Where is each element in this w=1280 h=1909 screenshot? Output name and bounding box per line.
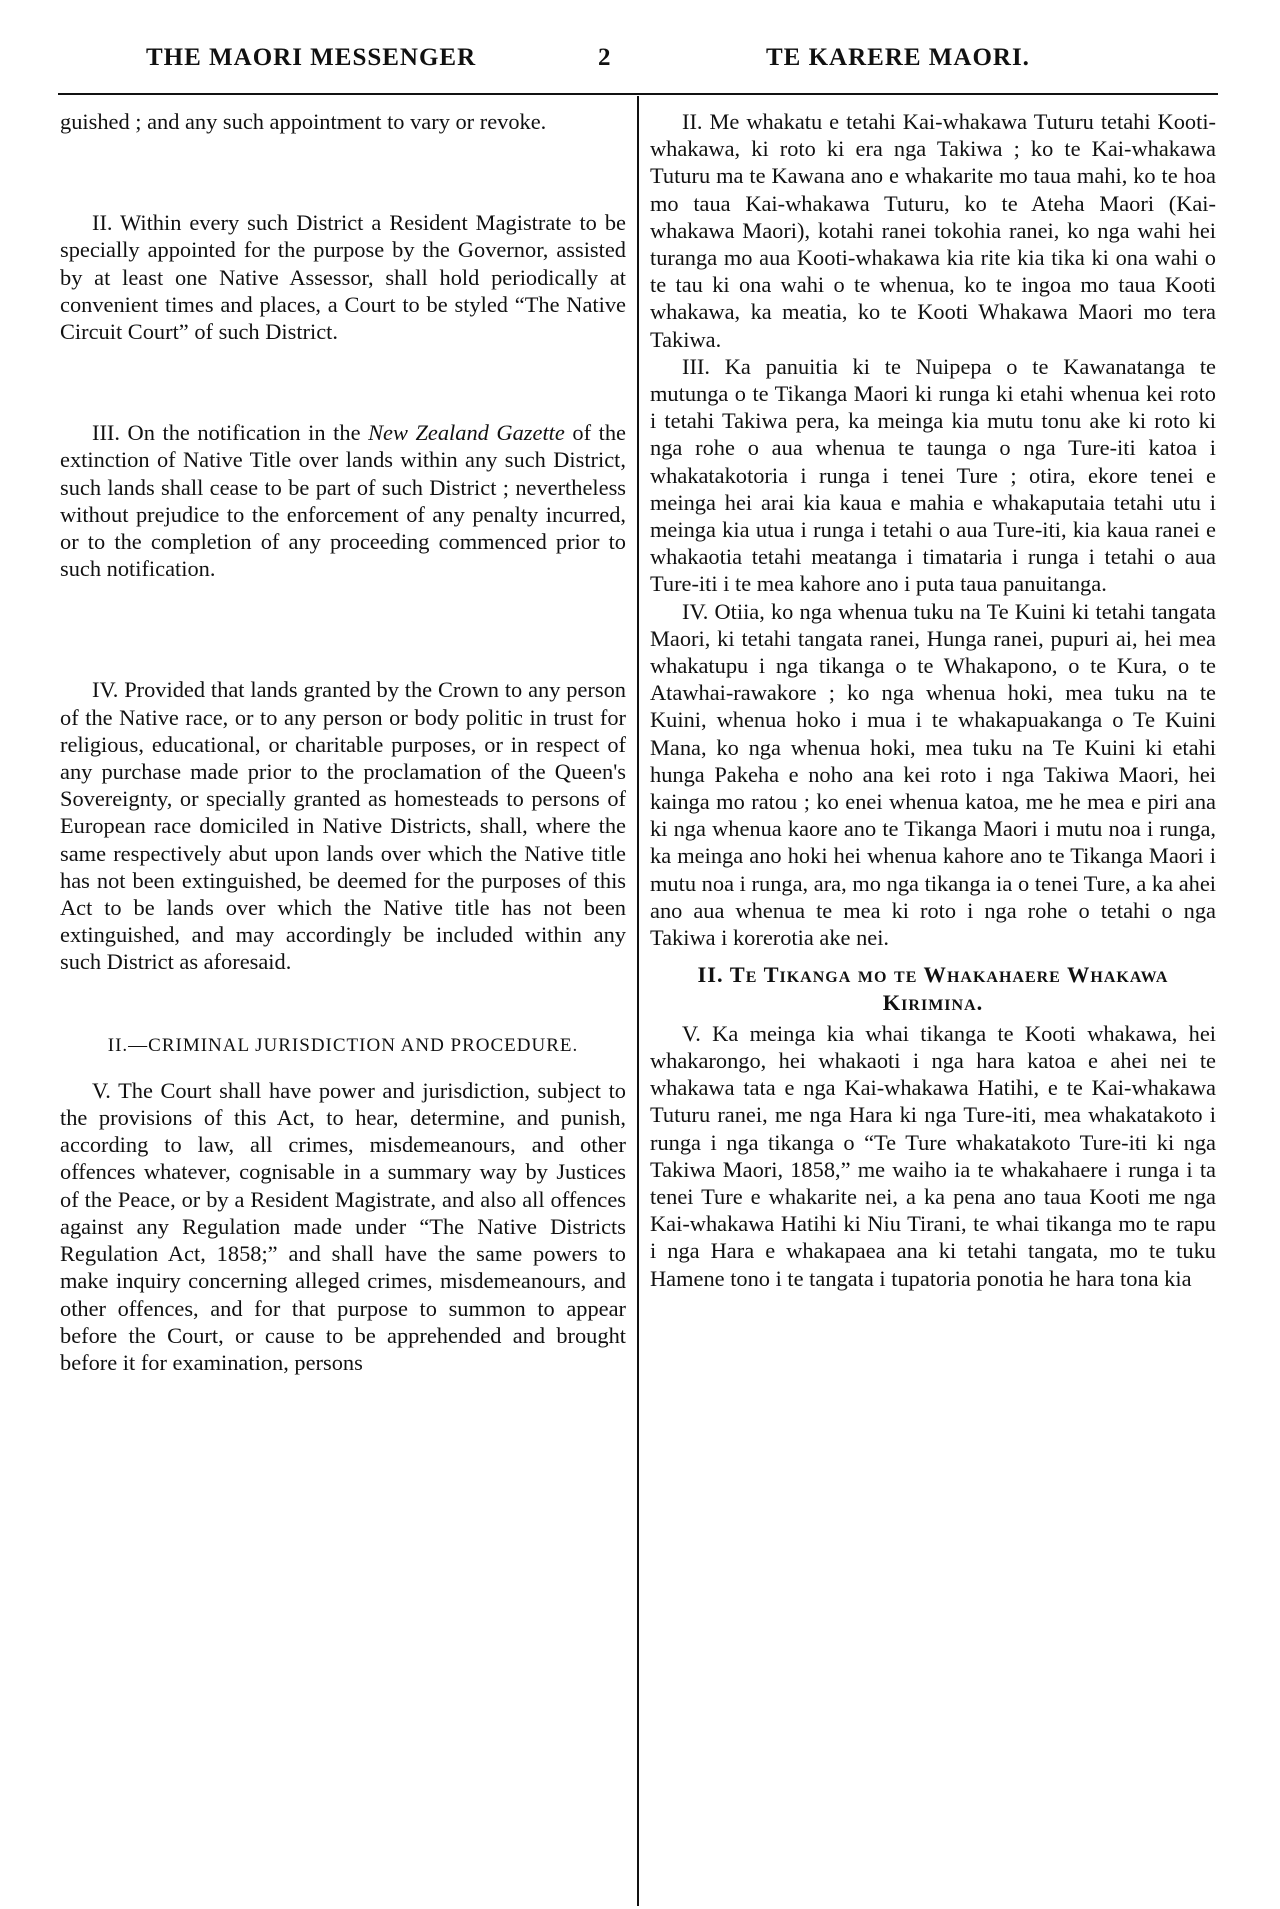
section-3-text-start: III. On the notification in the <box>92 420 361 446</box>
section-heading: II.—CRIMINAL JURISDICTION AND PROCEDURE. <box>107 1034 579 1056</box>
paragraph-section-3 <box>60 419 626 582</box>
column-divider <box>637 96 639 1906</box>
paragraph-section-2-maori: II. Me whakatu e tetahi Kai-whakawa Tuturu tetahi Kooti-whakawa, ki roto ki era nga Takiwa ; ko te Kai-whakawa Tuturu ma te Kawana ano e whakarite mo taua mahi, ko te hoa mo taua Kai-whakawa Tuturu, ko te Ateha Maori (Kai-whakawa Maori), kotahi ranei tokohia ranei, ko nga wahi hei turanga mo aua Kooti-whakawa kia rite kia tika ki ona wahi o te tau ki ona wahi o te whenua, ko te ingoa mo taua Kooti whakawa, ka meatia, ko te Kooti Whakawa Maori mo tera Takiwa. <box>650 109 1216 352</box>
maori-column <box>650 108 1216 1292</box>
paragraph-section-2: II. Within every such District a Resident Magistrate to be specially appointed for the purpose by the Governor, assisted by at least one Native Assessor, shall hold periodically at convenient times and places, a Court to be styled “The Native Circuit Court” of such District. <box>60 210 626 345</box>
paragraph-section-4: IV. Provided that lands granted by the Crown to any person of the Native race, or to any person or body politic in trust for religious, educational, or charitable purposes, or in respect of any purchase made prior to the proclamation of the Queen's Sovereignty, or specially granted as homesteads to persons of European race domiciled in Native Districts, shall, where the same respectively abut upon lands over which the Native title has not been extinguished, be deemed for the purposes of this Act to be lands over which the Native title has not been extinguished, and may accordingly be included within any such District as aforesaid. <box>60 677 626 975</box>
paragraph-section-3-maori: III. Ka panuitia ki te Nuipepa o te Kawanatanga te mutunga o te Tikanga Maori ki runga ki etahi whenua kei roto i tetahi Takiwa pera, ka meinga kia mutu tonu ake ki roto ki nga rohe o aua whenua te taunga o nga Ture-iti katoa i whakatakotoria i runga i tenei Ture ; otira, ekore tenei e meinga hei arai kia kaua e mahia e whakaputaia tetahi utu i meinga kia utua i runga i tetahi o aua Ture-iti, kia kaua ranei e whakaotia tetahi meatanga i timataria i runga i tetahi o aua Ture-iti i te mea kahore ano i puta taua panuitanga. <box>650 353 1216 597</box>
header-title-english: THE MAORI MESSENGER <box>146 44 477 71</box>
header-title-maori: TE KARERE MAORI. <box>766 44 1030 71</box>
page-header <box>56 44 1224 86</box>
paragraph-continuation: guished ; and any such appointment to vary or revoke. <box>60 109 547 134</box>
english-column <box>60 108 626 1376</box>
gazette-title: New Zealand Gazette <box>368 420 565 446</box>
paragraph-section-5-maori: V. Ka meinga kia whai tikanga te Kooti whakawa, hei whakarongo, hei whakaoti i nga hara katoa e ahei nei te whakawa tata e nga Kai-whakawa Hatihi, e te Kai-whakawa Tuturu ranei, me nga Hara ki nga Ture-iti, mea whakatakoto i runga i nga tikanga o “Te Ture whakatakoto Ture-iti ki nga Takiwa Maori, 1858,” me waiho ia te whakahaere i runga i ta tenei Ture e whakarite nei, a ka pena ano taua Kooti me nga Kai-whakawa Hatihi ki Niu Tirani, te whai tikanga mo te rapu i nga Hara e whakapaea ana ki tetahi tangata, mo te tuku Hamene tono i te tangata i tupatoria ponotia he hara tona kia <box>650 1020 1216 1291</box>
header-rule <box>58 93 1218 95</box>
paragraph-section-5: V. The Court shall have power and jurisdiction, subject to the provisions of this Act, to hear, determine, and punish, according to law, all crimes, misdemeanours, and other offences whatever, cognisable in a summary way by Justices of the Peace, or by a Resident Magistrate, and also all offences against any Regulation made under “The Native Districts Regulation Act, 1858;” and shall have the same powers to make inquiry concerning alleged crimes, misdemeanours, and other offences, and for that purpose to summon to appear before the Court, or cause to be apprehended and brought before it for examination, persons <box>60 1077 626 1375</box>
page-number: 2 <box>598 44 612 71</box>
paragraph-section-4-maori: IV. Otiia, ko nga whenua tuku na Te Kuini ki tetahi tangata Maori, ki tetahi tangata ranei, Hunga ranei, pupuri ai, hei mea whakatupu i nga tikanga o te Whakapono, o te Kura, o te Atawhai-rawakore ; ko nga whenua hoki, mea tuku na te Kuini, whenua hoko i mua i te whakapuakanga o Te Kuini Mana, ko nga whenua hoki, mea tuku na Te Kuini ki etahi hunga Pakeha e noho ana kei roto i nga Takiwa Maori, hei kainga mo ratou ; ko enei whenua katoa, me he mea e piri ana ki nga whenua kaore ano te Tikanga Maori i mutu noa i runga, ka meinga ano hoki hei whenua kahore ano te Tikanga Maori i mutu noa i runga, ara, mo nga tikanga ia o tenei Ture, a ka ahei ano aua whenua te mea ki roto i nga rohe o tetahi o nga Takiwa i korerotia ake nei. <box>650 598 1216 951</box>
section-3-text-end: of the extinction of Native Title over lands within any such District, such lands shall cease to be part of such District ; nevertheless without prejudice to the enforcement of any penalty incurred, or to the completion of any proceeding commenced prior to such notification. <box>60 420 626 582</box>
section-heading-maori: II. Te Tikanga mo te Whakahaere Whakawa Kirimina. <box>697 962 1169 1015</box>
